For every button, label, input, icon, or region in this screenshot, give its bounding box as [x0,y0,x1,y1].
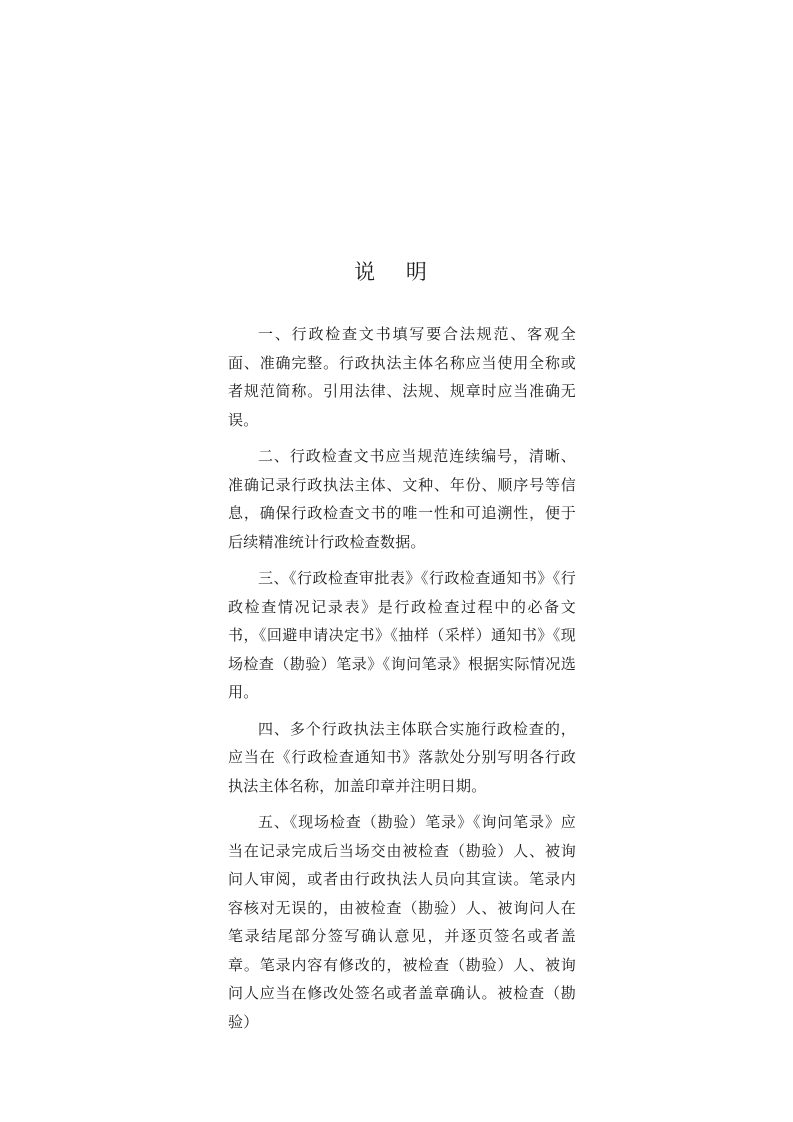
paragraph-5: 五、《现场检查（勘验）笔录》《询问笔录》应当在记录完成后当场交由被检查（勘验）人、被询问人审阅，或者由行政执法人员向其宣读。笔录内容核对无误的，由被检查（勘验）人、被询问人在笔录结尾部分签写确认意见，并逐页签名或者盖章。笔录内容有修改的，被检查（勘验）人、被询问人应当在修改处签名或者盖章确认。被检查（勘验） [228,813,576,1031]
document-body [228,320,576,1044]
paragraph-1: 一、行政检查文书填写要合法规范、客观全面、准确完整。行政执法主体名称应当使用全称或者规范简称。引用法律、法规、规章时应当准确无误。 [228,325,576,429]
paragraph-4: 四、多个行政执法主体联合实施行政检查的，应当在《行政检查通知书》落款处分别写明各行政执法主体名称，加盖印章并注明日期。 [228,719,576,795]
page-title: 说 明 [354,260,439,284]
paragraph-3: 三、《行政检查审批表》《行政检查通知书》《行政检查情况记录表》是行政检查过程中的必备文书，《回避申请决定书》《抽样（采样）通知书》《现场检查（勘验）笔录》《询问笔录》根据实际情况选用。 [228,569,576,701]
paragraph-2: 二、行政检查文书应当规范连续编号，清晰、准确记录行政执法主体、文种、年份、顺序号等信息，确保行政检查文书的唯一性和可追溯性，便于后续精准统计行政检查数据。 [228,447,576,551]
